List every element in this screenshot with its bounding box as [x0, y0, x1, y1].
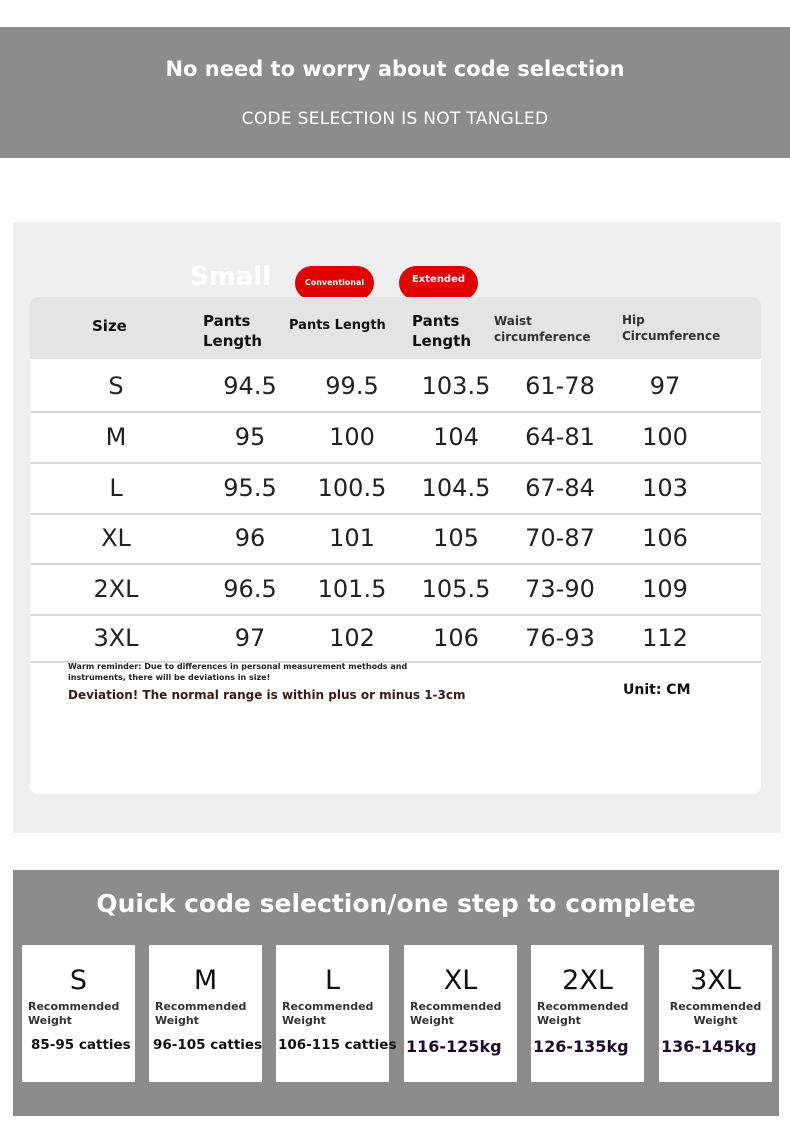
card-recommended-label: Recommended Weight: [28, 1000, 120, 1027]
value-cell: 97: [234, 624, 266, 652]
table-header: [30, 297, 761, 359]
value-cell: 95: [234, 423, 266, 451]
table-row: [30, 564, 761, 616]
card-weight: 116-125kg: [406, 1037, 502, 1056]
value-cell: 112: [642, 624, 688, 652]
card-weight: 85-95 catties: [31, 1037, 131, 1053]
value-cell: 104.5: [421, 474, 491, 502]
size-table: [30, 297, 761, 794]
card-size: 2XL: [562, 965, 613, 996]
value-cell: 100: [642, 423, 688, 451]
value-cell: 64-81: [525, 423, 595, 451]
card-size: M: [193, 965, 218, 996]
value-cell: 105: [433, 524, 479, 552]
value-cell: 103: [642, 474, 688, 502]
size-card-3xl: [659, 945, 772, 1082]
value-cell: 100: [329, 423, 375, 451]
size-card-2xl: [531, 945, 644, 1082]
header-hip: Hip Circumference: [622, 313, 721, 343]
value-cell: 73-90: [525, 575, 595, 603]
card-size: XL: [443, 965, 478, 996]
card-recommended-label: Recommended Weight: [537, 1000, 629, 1027]
value-cell: 67-84: [525, 474, 595, 502]
extended-badge: Extended: [399, 266, 478, 300]
card-recommended-label: Recommended Weight: [669, 1000, 762, 1027]
unit-label: Unit: CM: [623, 682, 691, 698]
header-waist: Waist circumference: [494, 314, 591, 344]
quick-title: Quick code selection/one step to complete: [96, 889, 696, 918]
size-card-xl: [404, 945, 517, 1082]
conventional-badge: Conventional: [295, 266, 374, 300]
value-cell: 97: [649, 372, 681, 400]
table-row: [30, 463, 761, 515]
header-pants-length-1: Pants Length: [203, 312, 262, 350]
value-cell: 104: [433, 423, 479, 451]
header-size: Size: [92, 317, 127, 335]
value-cell: 109: [642, 575, 688, 603]
size-card-m: [149, 945, 262, 1082]
card-weight: 96-105 catties: [153, 1037, 263, 1053]
size-cell: XL: [101, 524, 131, 552]
value-cell: 95.5: [223, 474, 277, 502]
value-cell: 101.5: [317, 575, 387, 603]
value-cell: 100.5: [317, 474, 387, 502]
size-card-l: [276, 945, 397, 1082]
value-cell: 61-78: [525, 372, 595, 400]
table-row: [30, 361, 761, 413]
value-cell: 70-87: [525, 524, 595, 552]
warm-reminder-text: Warm reminder: Due to differences in personal measurement methods and instruments, there will be deviations in size!: [68, 662, 408, 682]
card-size: S: [69, 965, 88, 996]
size-cell: 2XL: [93, 575, 139, 603]
top-banner: [0, 27, 790, 158]
header-pants-length-3: Pants Length: [412, 312, 471, 350]
card-size: 3XL: [690, 965, 741, 996]
value-cell: 94.5: [223, 372, 277, 400]
quick-selection-section: [13, 870, 779, 1116]
value-cell: 96: [234, 524, 266, 552]
deviation-text: Deviation! The normal range is within plus or minus 1-3cm: [68, 688, 466, 702]
small-label: Small: [190, 262, 272, 292]
header-pants-length-2: Pants Length: [289, 318, 386, 333]
value-cell: 106: [433, 624, 479, 652]
table-row: [30, 613, 761, 663]
value-cell: 101: [329, 524, 375, 552]
card-recommended-label: Recommended Weight: [155, 1000, 247, 1027]
table-row: [30, 412, 761, 464]
card-weight: 136-145kg: [661, 1037, 757, 1056]
size-chart-section: [13, 222, 781, 833]
size-cell: L: [109, 474, 123, 502]
banner-title: No need to worry about code selection: [165, 57, 625, 81]
card-size: L: [324, 965, 341, 996]
size-cell: M: [105, 423, 127, 451]
value-cell: 99.5: [325, 372, 379, 400]
card-weight: 106-115 catties: [278, 1037, 397, 1053]
value-cell: 102: [329, 624, 375, 652]
value-cell: 96.5: [223, 575, 277, 603]
size-card-s: [22, 945, 135, 1082]
value-cell: 76-93: [525, 624, 595, 652]
table-row: [30, 513, 761, 565]
value-cell: 106: [642, 524, 688, 552]
card-weight: 126-135kg: [533, 1037, 629, 1056]
value-cell: 103.5: [421, 372, 491, 400]
banner-subtitle: CODE SELECTION IS NOT TANGLED: [241, 109, 549, 129]
value-cell: 105.5: [421, 575, 491, 603]
card-recommended-label: Recommended Weight: [282, 1000, 374, 1027]
card-recommended-label: Recommended Weight: [410, 1000, 502, 1027]
size-cell: S: [108, 372, 124, 400]
size-cell: 3XL: [93, 624, 139, 652]
